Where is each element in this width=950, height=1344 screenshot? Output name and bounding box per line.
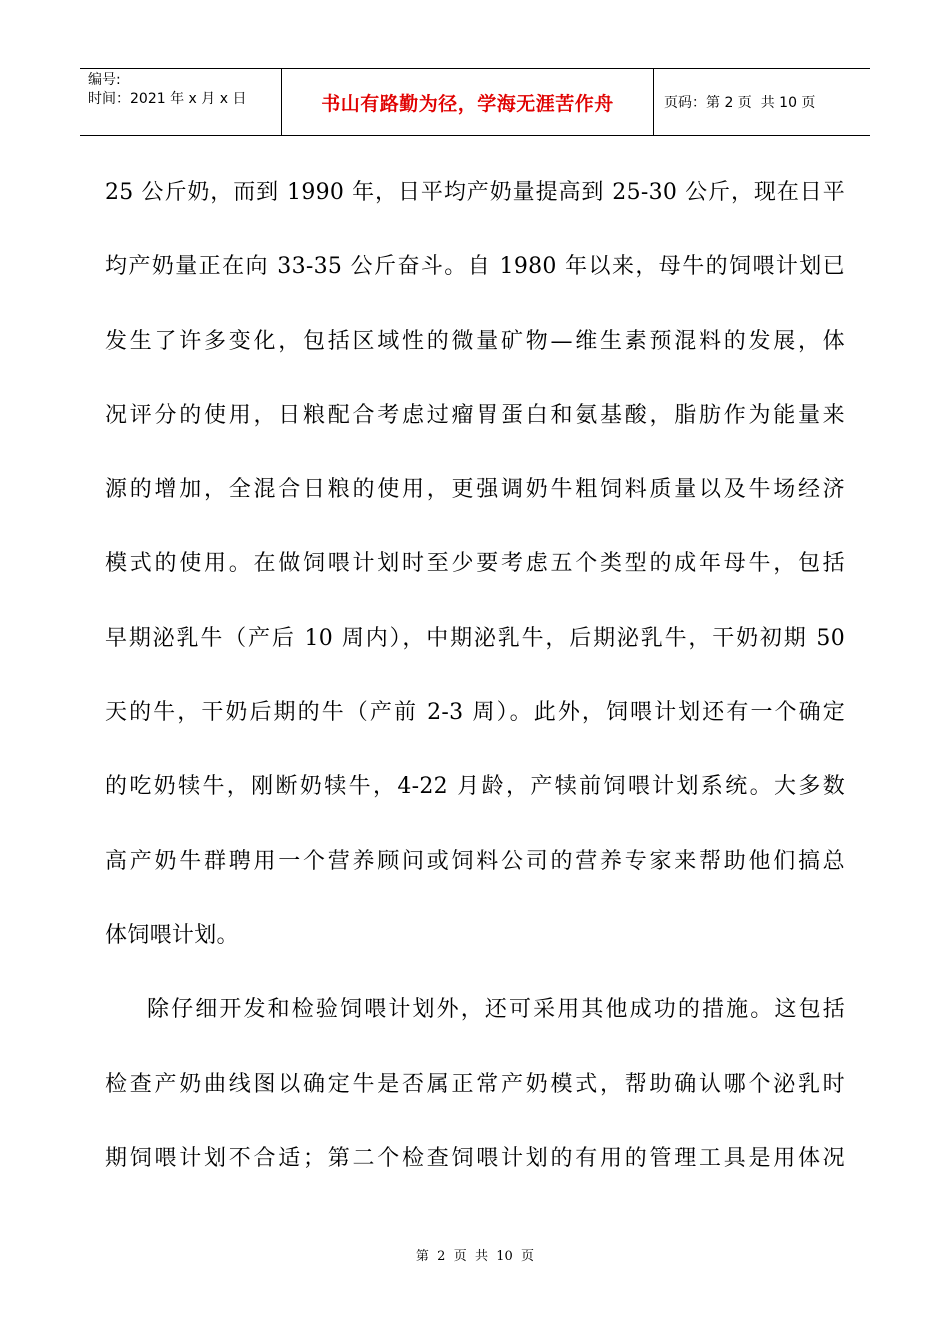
body-line: 早期泌乳牛（产后 10 周内），中期泌乳牛，后期泌乳牛，干奶初期 50 [105,625,845,651]
body-line: 况评分的使用，日粮配合考虑过瘤胃蛋白和氨基酸，脂肪作为能量来 [105,402,845,428]
body-line: 模式的使用。在做饲喂计划时至少要考虑五个类型的成年母牛，包括 [105,551,845,577]
header-page-cell [654,69,870,135]
motto-text: 书山有路勤为径，学海无涯苦作舟 [321,92,614,115]
header-motto-cell [282,69,654,135]
body-line: 源的增加，全混合日粮的使用，更强调奶牛粗饲料质量以及牛场经济 [105,477,845,503]
body-line: 25 公斤奶，而到 1990 年，日平均产奶量提高到 25-30 公斤，现在日平 [105,180,845,205]
body-line: 高产奶牛群聘用一个营养顾问或饲料公司的营养专家来帮助他们搞总 [105,848,845,874]
body-line-paragraph-end: 体饲喂计划。 [105,922,239,948]
date-label: 时间：2021 年 x 月 x 日 [88,91,247,107]
header-meta-cell [80,69,282,135]
page-footer: 第 2 页 共 10 页 [415,1249,535,1264]
body-line: 的吃奶犊牛，刚断奶犊牛，4-22 月龄，产犊前饲喂计划系统。大多数 [105,774,845,800]
body-line: 均产奶量正在向 33-35 公斤奋斗。自 1980 年以来，母牛的饲喂计划已 [105,254,845,280]
serial-number-label: 编号: [88,72,121,88]
document-body [105,156,845,1196]
body-line-paragraph-start: 除仔细开发和检验饲喂计划外，还可采用其他成功的措施。这包括 [147,997,845,1023]
body-line: 期饲喂计划不合适；第二个检查饲喂计划的有用的管理工具是用体况 [105,1145,845,1171]
body-line: 天的牛，干奶后期的牛（产前 2-3 周）。此外，饲喂计划还有一个确定 [105,700,845,726]
body-line: 检查产奶曲线图以确定牛是否属正常产奶模式，帮助确认哪个泌乳时 [105,1071,845,1097]
document-header [80,68,870,136]
body-line: 发生了许多变化，包括区域性的微量矿物—维生素预混料的发展，体 [105,328,845,354]
page-number-label: 页码：第 2 页 共 10 页 [664,95,816,111]
